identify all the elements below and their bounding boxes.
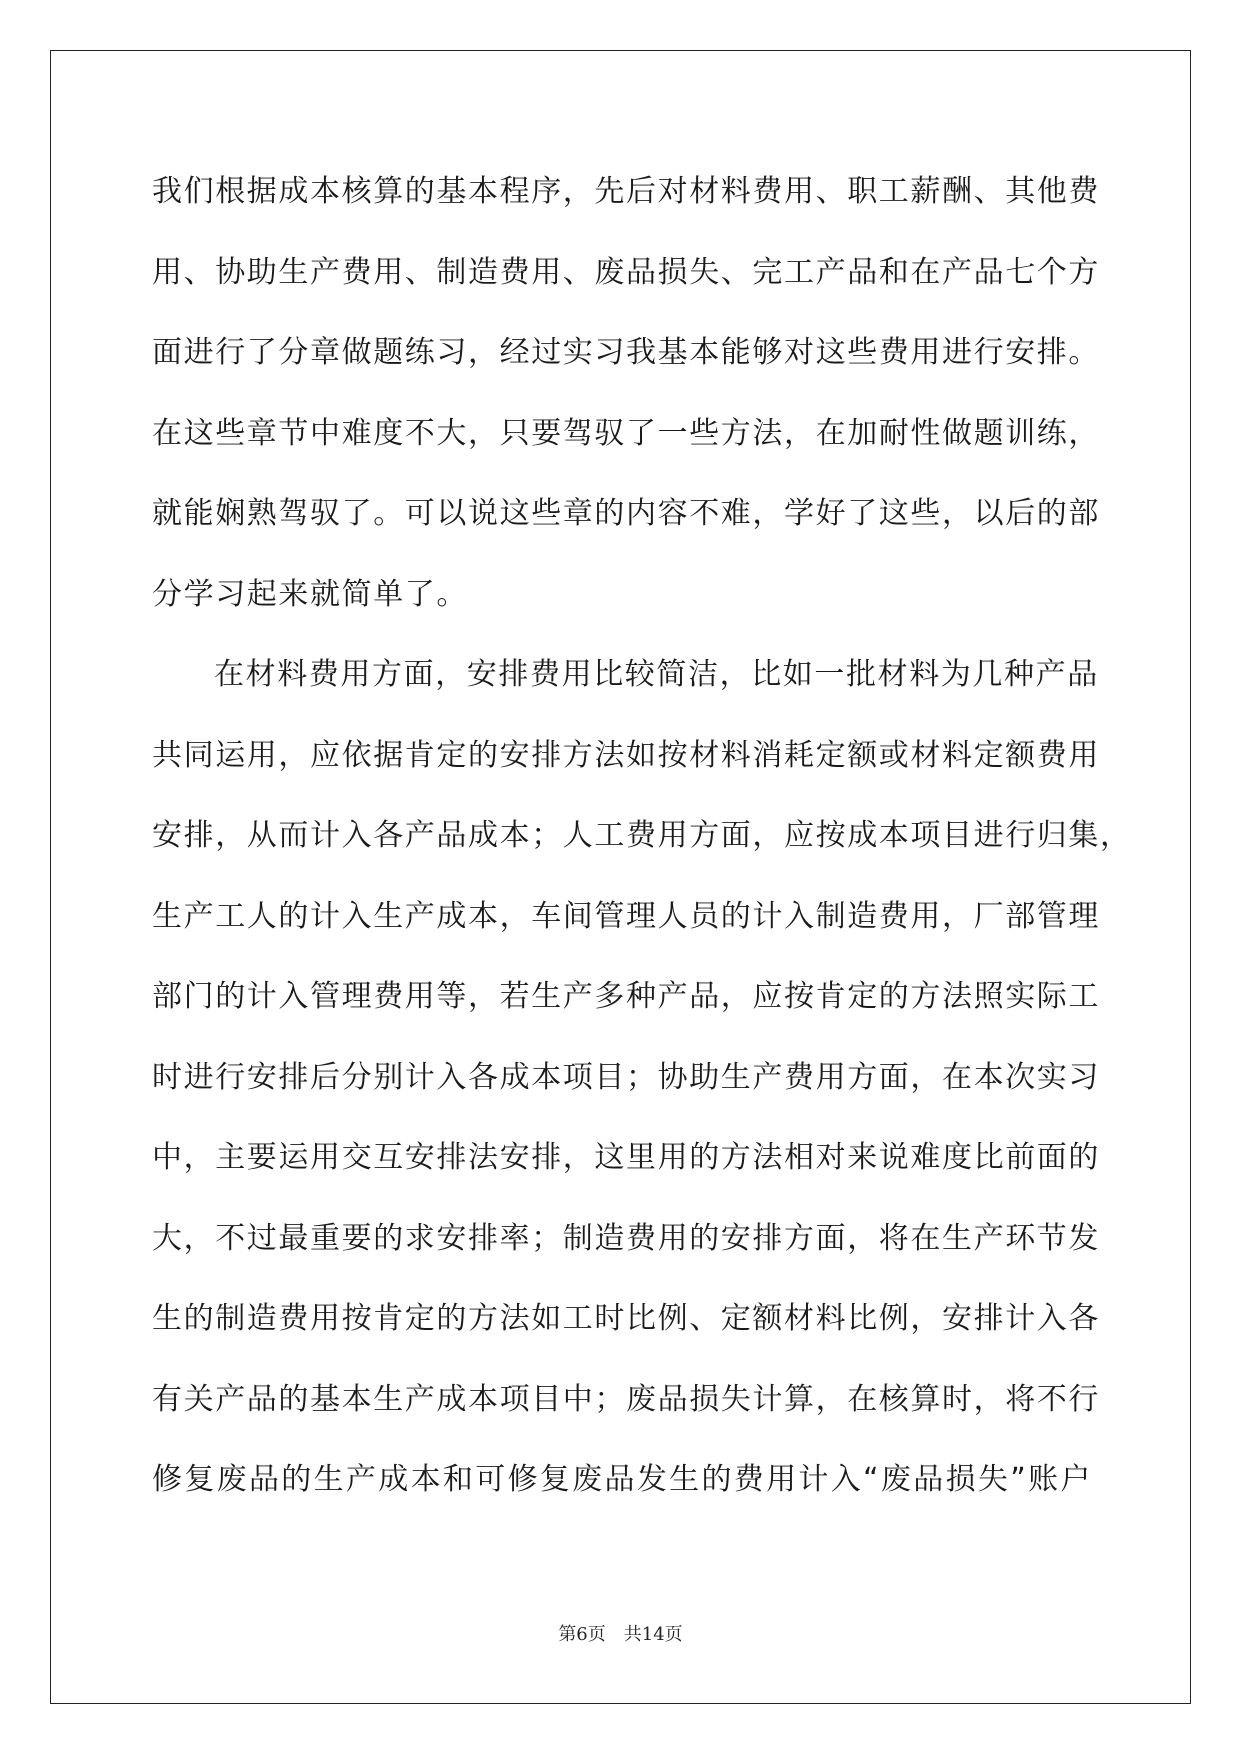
text-line: 大，不过最重要的求安排率；制造费用的安排方面，将在生产环节发: [152, 1220, 1100, 1256]
text-line: 部门的计入管理费用等，若生产多种产品，应按肯定的方法照实际工: [152, 979, 1100, 1014]
text-line: 在这些章节中难度不大，只要驾驭了一些方法，在加耐性做题训练，: [152, 415, 1100, 451]
text-line: 用、协助生产费用、制造费用、废品损失、完工产品和在产品七个方: [152, 254, 1100, 290]
text-line: 我们根据成本核算的基本程序，先后对材料费用、职工薪酬、其他费: [152, 174, 1100, 209]
text-line: 分学习起来就简单了。: [152, 576, 468, 612]
text-line: 安排，从而计入各产品成本；人工费用方面，应按成本项目进行归集，: [152, 818, 1132, 853]
text-line: 生的制造费用按肯定的方法如工时比例、定额材料比例，安排计入各: [152, 1301, 1100, 1336]
text-line: 中，主要运用交互安排法安排，这里用的方法相对来说难度比前面的: [152, 1140, 1100, 1175]
text-line: 有关产品的基本生产成本项目中；废品损失计算，在核算时，将不行: [152, 1381, 1100, 1417]
document-body: [152, 162, 1132, 1531]
text-line: 生产工人的计入生产成本，车间管理人员的计入制造费用，厂部管理: [152, 898, 1100, 934]
text-line: 在材料费用方面，安排费用比较简洁，比如一批材料为几种产品: [214, 657, 1099, 692]
text-line: 时进行安排后分别计入各成本项目；协助生产费用方面，在本次实习: [152, 1059, 1100, 1095]
page-number-footer: 第6页 共14页: [558, 1624, 683, 1645]
text-line: 修复废品的生产成本和可修复废品发生的费用计入“废品损失”账户: [152, 1462, 1092, 1497]
text-line: 就能娴熟驾驭了。可以说这些章的内容不难，学好了这些，以后的部: [152, 496, 1100, 531]
text-line: 共同运用，应依据肯定的安排方法如按材料消耗定额或材料定额费用: [152, 737, 1100, 773]
text-line: 面进行了分章做题练习，经过实习我基本能够对这些费用进行安排。: [152, 335, 1100, 370]
